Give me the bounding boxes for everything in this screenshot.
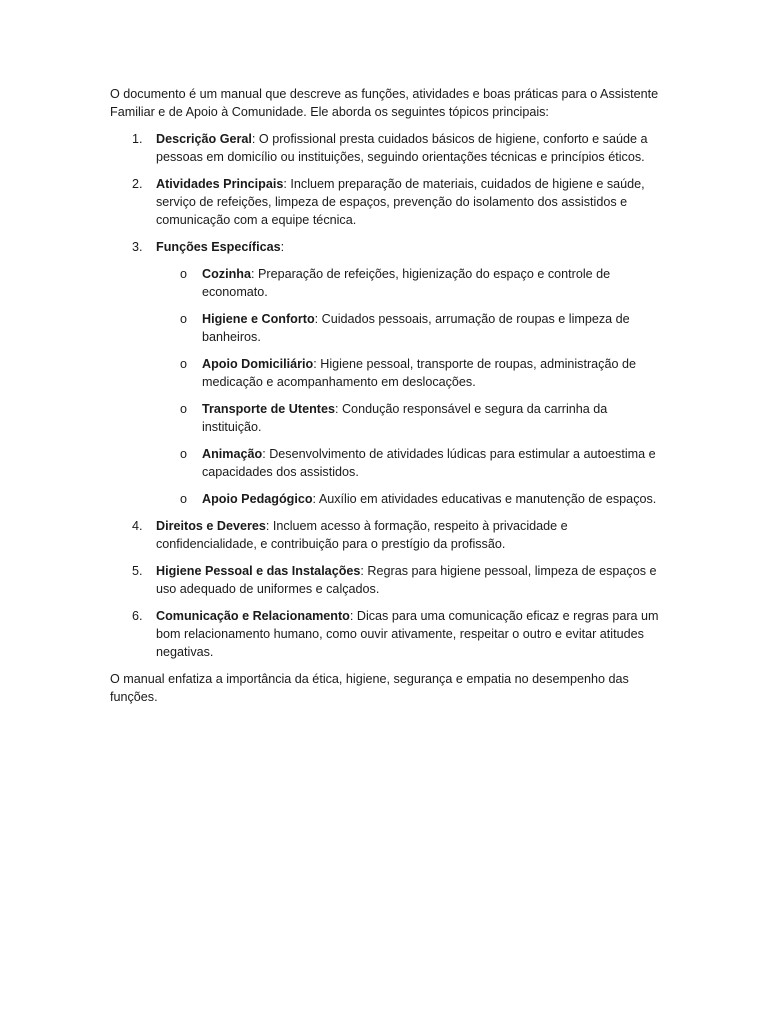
bullet-marker: o [180,402,188,416]
topic-text: : Dicas para uma comunicação eficaz e regras para um bom relacionamento humano, como ouvir ativamente, respeitar o outro e evitar atitudes negativas. [156,609,659,659]
topic-title: Atividades Principais [156,177,284,191]
topics-list [110,130,660,661]
topic-item-comunicacao [110,607,660,661]
topic-text: : Regras para higiene pessoal, limpeza de espaços e uso adequado de uniformes e calçados. [156,564,657,596]
subtopic-title: Apoio Domiciliário [202,357,314,371]
topic-number: 5. [132,564,143,578]
subtopic-text: : Higiene pessoal, transporte de roupas, administração de medicação e acompanhamento em deslocações. [202,357,636,389]
topic-number: 6. [132,609,143,623]
topic-text: : O profissional presta cuidados básicos de higiene, conforto e saúde a pessoas em domicílio ou instituições, seguindo orientações técnicas e princípios éticos. [156,132,648,164]
topic-item-direitos-deveres [110,517,660,553]
subtopic-item-cozinha [156,265,660,301]
topic-number: 3. [132,240,143,254]
intro-paragraph: O documento é um manual que descreve as funções, atividades e boas práticas para o Assistente Familiar e de Apoio à Comunidade. Ele aborda os seguintes tópicos principais: [110,87,659,119]
topic-title: Comunicação e Relacionamento [156,609,350,623]
subtopic-item-higiene-conforto [156,310,660,346]
topic-item-atividades-principais [110,175,660,229]
subtopic-title: Transporte de Utentes [202,402,335,416]
subtopic-title: Animação [202,447,263,461]
subtopic-text: : Cuidados pessoais, arrumação de roupas e limpeza de banheiros. [202,312,630,344]
topic-title: Higiene Pessoal e das Instalações [156,564,361,578]
subtopics-list [156,265,660,508]
topic-text: : Incluem acesso à formação, respeito à privacidade e confidencialidade, e contribuição para o prestígio da profissão. [156,519,568,551]
subtopic-title: Cozinha [202,267,251,281]
topic-title: Funções Específicas [156,240,281,254]
topic-title: Direitos e Deveres [156,519,266,533]
subtopic-title: Higiene e Conforto [202,312,315,326]
document-page [110,85,660,706]
topic-number: 4. [132,519,143,533]
subtopic-item-transporte-utentes [156,400,660,436]
topic-title: Descrição Geral [156,132,252,146]
closing-paragraph: O manual enfatiza a importância da ética, higiene, segurança e empatia no desempenho das funções. [110,672,629,704]
bullet-marker: o [180,312,188,326]
subtopic-item-animacao [156,445,660,481]
topic-item-higiene-pessoal [110,562,660,598]
bullet-marker: o [180,447,188,461]
topic-text: : Incluem preparação de materiais, cuidados de higiene e saúde, serviço de refeições, limpeza de espaços, prevenção do isolamento dos assistidos e comunicação com a equipe técnica. [156,177,645,227]
subtopic-text: : Auxílio em atividades educativas e manutenção de espaços. [312,492,657,506]
topic-item-funcoes-especificas [110,238,660,508]
subtopic-item-apoio-domiciliario [156,355,660,391]
topic-number: 2. [132,177,143,191]
topic-text: : [280,240,285,254]
bullet-marker: o [180,492,188,506]
subtopic-title: Apoio Pedagógico [202,492,313,506]
topic-number: 1. [132,132,143,146]
subtopic-item-apoio-pedagogico [156,490,660,508]
subtopic-text: : Desenvolvimento de atividades lúdicas para estimular a autoestima e capacidades dos assistidos. [202,447,656,479]
topic-item-descricao-geral [110,130,660,166]
bullet-marker: o [180,267,188,281]
subtopic-text: : Condução responsável e segura da carrinha da instituição. [202,402,608,434]
subtopic-text: : Preparação de refeições, higienização do espaço e controle de economato. [202,267,611,299]
bullet-marker: o [180,357,188,371]
